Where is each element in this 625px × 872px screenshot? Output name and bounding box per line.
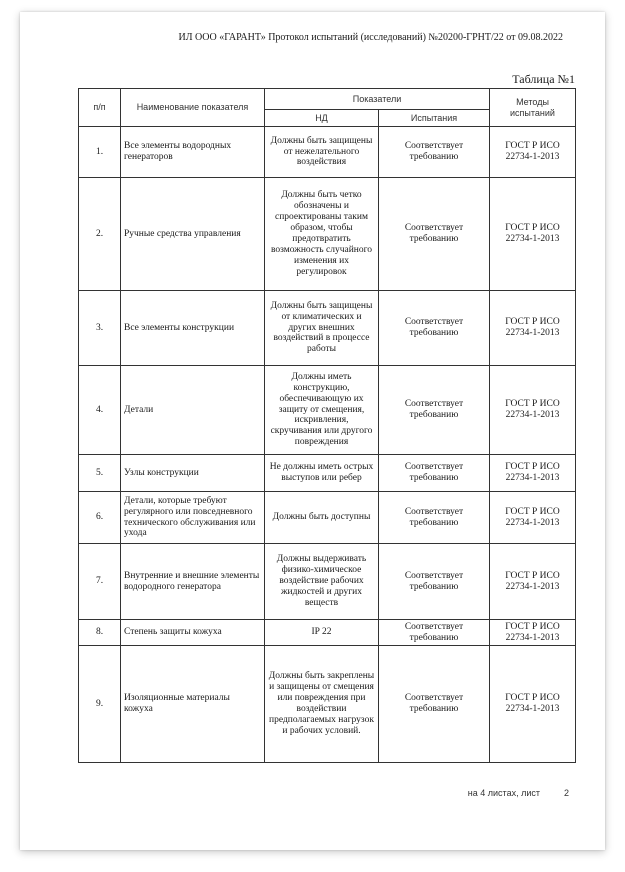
test-result: Соответствует требованию bbox=[379, 620, 490, 646]
table-row bbox=[79, 178, 576, 291]
results-table bbox=[78, 88, 576, 763]
table-row bbox=[79, 291, 576, 366]
nd-requirement: Должны быть доступны bbox=[265, 492, 379, 544]
table-row bbox=[79, 620, 576, 646]
table-row bbox=[79, 455, 576, 492]
test-result: Соответствует требованию bbox=[379, 366, 490, 455]
test-result: Соответствует требованию bbox=[379, 492, 490, 544]
indicator-name: Степень защиты кожуха bbox=[121, 620, 265, 646]
test-method: ГОСТ Р ИСО 22734-1-2013 bbox=[490, 366, 576, 455]
test-result: Соответствует требованию bbox=[379, 127, 490, 178]
header-methods: Методы испытаний bbox=[490, 89, 576, 127]
indicator-name: Детали, которые требуют регулярного или повседневного технического обслуживания или ухода bbox=[121, 492, 265, 544]
indicator-name: Ручные средства управления bbox=[121, 178, 265, 291]
table-row bbox=[79, 492, 576, 544]
protocol-header: ИЛ ООО «ГАРАНТ» Протокол испытаний (исследований) №20200-ГРНТ/22 от 09.08.2022 bbox=[178, 32, 563, 43]
test-method: ГОСТ Р ИСО 22734-1-2013 bbox=[490, 620, 576, 646]
test-result: Соответствует требованию bbox=[379, 646, 490, 763]
row-number: 7. bbox=[79, 544, 121, 620]
table-caption: Таблица №1 bbox=[512, 72, 575, 86]
test-result: Соответствует требованию bbox=[379, 178, 490, 291]
footer-pages-text: на 4 листах, лист bbox=[467, 788, 540, 798]
table-row bbox=[79, 544, 576, 620]
header-test: Испытания bbox=[379, 110, 490, 127]
nd-requirement: Не должны иметь острых выступов или ребер bbox=[265, 455, 379, 492]
row-number: 4. bbox=[79, 366, 121, 455]
row-number: 3. bbox=[79, 291, 121, 366]
indicator-name: Узлы конструкции bbox=[121, 455, 265, 492]
table-row bbox=[79, 646, 576, 763]
row-number: 5. bbox=[79, 455, 121, 492]
nd-requirement: Должны быть закреплены и защищены от смещения или повреждения при воздействии предполагаемых нагрузок и рабочих условий. bbox=[265, 646, 379, 763]
test-method: ГОСТ Р ИСО 22734-1-2013 bbox=[490, 455, 576, 492]
header-indicators: Показатели bbox=[265, 89, 490, 110]
indicator-name: Внутренние и внешние элементы водородного генератора bbox=[121, 544, 265, 620]
test-method: ГОСТ Р ИСО 22734-1-2013 bbox=[490, 178, 576, 291]
test-result: Соответствует требованию bbox=[379, 455, 490, 492]
indicator-name: Все элементы конструкции bbox=[121, 291, 265, 366]
page-footer bbox=[468, 788, 569, 798]
row-number: 9. bbox=[79, 646, 121, 763]
row-number: 2. bbox=[79, 178, 121, 291]
row-number: 8. bbox=[79, 620, 121, 646]
nd-requirement: Должны быть четко обозначены и спроектированы таким образом, чтобы предотвратить возможность случайного изменения их регулировок bbox=[265, 178, 379, 291]
header-num: п/п bbox=[79, 89, 121, 127]
test-method: ГОСТ Р ИСО 22734-1-2013 bbox=[490, 291, 576, 366]
row-number: 6. bbox=[79, 492, 121, 544]
indicator-name: Изоляционные материалы кожуха bbox=[121, 646, 265, 763]
row-number: 1. bbox=[79, 127, 121, 178]
document-page bbox=[20, 12, 605, 850]
nd-requirement: Должны быть защищены от нежелательного воздействия bbox=[265, 127, 379, 178]
nd-requirement: IP 22 bbox=[265, 620, 379, 646]
header-nd: НД bbox=[265, 110, 379, 127]
test-result: Соответствует требованию bbox=[379, 291, 490, 366]
nd-requirement: Должны быть защищены от климатических и других внешних воздействий в процессе работы bbox=[265, 291, 379, 366]
nd-requirement: Должны иметь конструкцию, обеспечивающую их защиту от смещения, искривления, скручивания или другого повреждения bbox=[265, 366, 379, 455]
test-method: ГОСТ Р ИСО 22734-1-2013 bbox=[490, 127, 576, 178]
test-method: ГОСТ Р ИСО 22734-1-2013 bbox=[490, 492, 576, 544]
table-row bbox=[79, 127, 576, 178]
indicator-name: Все элементы водородных генераторов bbox=[121, 127, 265, 178]
indicator-name: Детали bbox=[121, 366, 265, 455]
table-row bbox=[79, 366, 576, 455]
test-method: ГОСТ Р ИСО 22734-1-2013 bbox=[490, 646, 576, 763]
header-name: Наименование показателя bbox=[121, 89, 265, 127]
test-result: Соответствует требованию bbox=[379, 544, 490, 620]
test-method: ГОСТ Р ИСО 22734-1-2013 bbox=[490, 544, 576, 620]
nd-requirement: Должны выдерживать физико-химическое воздействие рабочих жидкостей и других веществ bbox=[265, 544, 379, 620]
footer-page-number: 2 bbox=[563, 788, 569, 798]
